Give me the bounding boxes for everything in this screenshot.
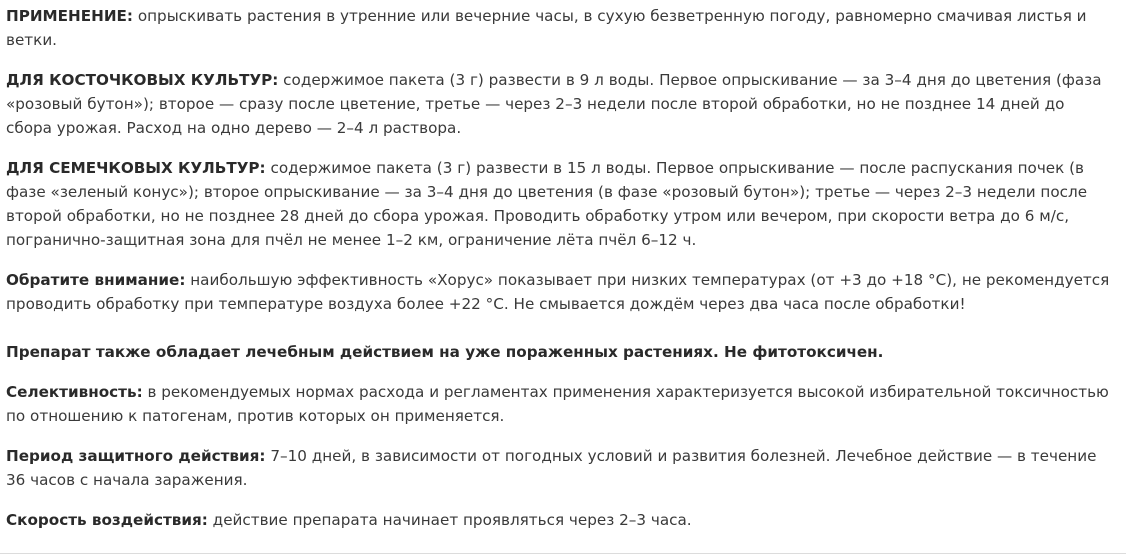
paragraph-stone-fruit (6, 68, 1114, 140)
detail-protection-period (6, 444, 1114, 492)
bold-note: Препарат также обладает лечебным действием на уже пораженных растениях. Не фитотоксичен. (6, 343, 884, 361)
detail-selectivity (6, 380, 1114, 428)
detail-label: Селективность: (6, 383, 143, 401)
paragraph-pome-fruit (6, 156, 1114, 252)
paragraph-text: опрыскивать растения в утренние или вечерние часы, в сухую безветренную погоду, равномерно смачивая листья и ветки. (6, 7, 1087, 49)
paragraph-label: ДЛЯ СЕМЕЧКОВЫХ КУЛЬТУР: (6, 159, 266, 177)
detail-text: 7–10 дней, в зависимости от погодных условий и развития болезней. Лечебное действие — в течение 36 часов с начала заражения. (6, 447, 1097, 489)
paragraph-attention (6, 268, 1114, 316)
paragraph-label: ДЛЯ КОСТОЧКОВЫХ КУЛЬТУР: (6, 71, 279, 89)
paragraph-application (6, 4, 1114, 52)
paragraph-label: Обратите внимание: (6, 271, 186, 289)
detail-label: Скорость воздействия: (6, 511, 208, 529)
detail-text: в рекомендуемых нормах расхода и регламентах применения характеризуется высокой избирательной токсичностью по отношению к патогенам, против которых он применяется. (6, 383, 1109, 425)
paragraph-text: содержимое пакета (3 г) развести в 9 л воды. Первое опрыскивание — за 3–4 дня до цветения (фаза «розовый бутон»); второе — сразу после цветение, третье — через 2–3 недели после второй обработки, но не позднее 14 дней до сбора урожая. Расход на одно дерево — 2–4 л раствора. (6, 71, 1102, 137)
detail-speed (6, 508, 1114, 532)
paragraph-label: ПРИМЕНЕНИЕ: (6, 7, 133, 25)
paragraph-text: наибольшую эффективность «Хорус» показывает при низких температурах (от +3 до +18 °C), не рекомендуется проводить обработку при температуре воздуха более +22 °C. Не смывается дождём через два часа после обработки! (6, 271, 1110, 313)
detail-text: действие препарата начинает проявляться через 2–3 часа. (207, 511, 692, 529)
paragraph-text: содержимое пакета (3 г) развести в 15 л воды. Первое опрыскивание — после распускания почек (в фазе «зеленый конус»); второе опрыскивание — за 3–4 дня до цветения (в фазе «розовый бутон»); третье — через 2–3 недели после второй обработки, но не позднее 28 дней до сбора урожая. Проводить обработку утром или вечером, при скорости ветра до 6 м/с, погранично-защитная зона для пчёл не менее 1–2 км, ограничение лёта пчёл 6–12 ч. (6, 159, 1088, 249)
divider (0, 553, 1126, 554)
article-body (6, 4, 1114, 548)
detail-label: Период защитного действия: (6, 447, 266, 465)
